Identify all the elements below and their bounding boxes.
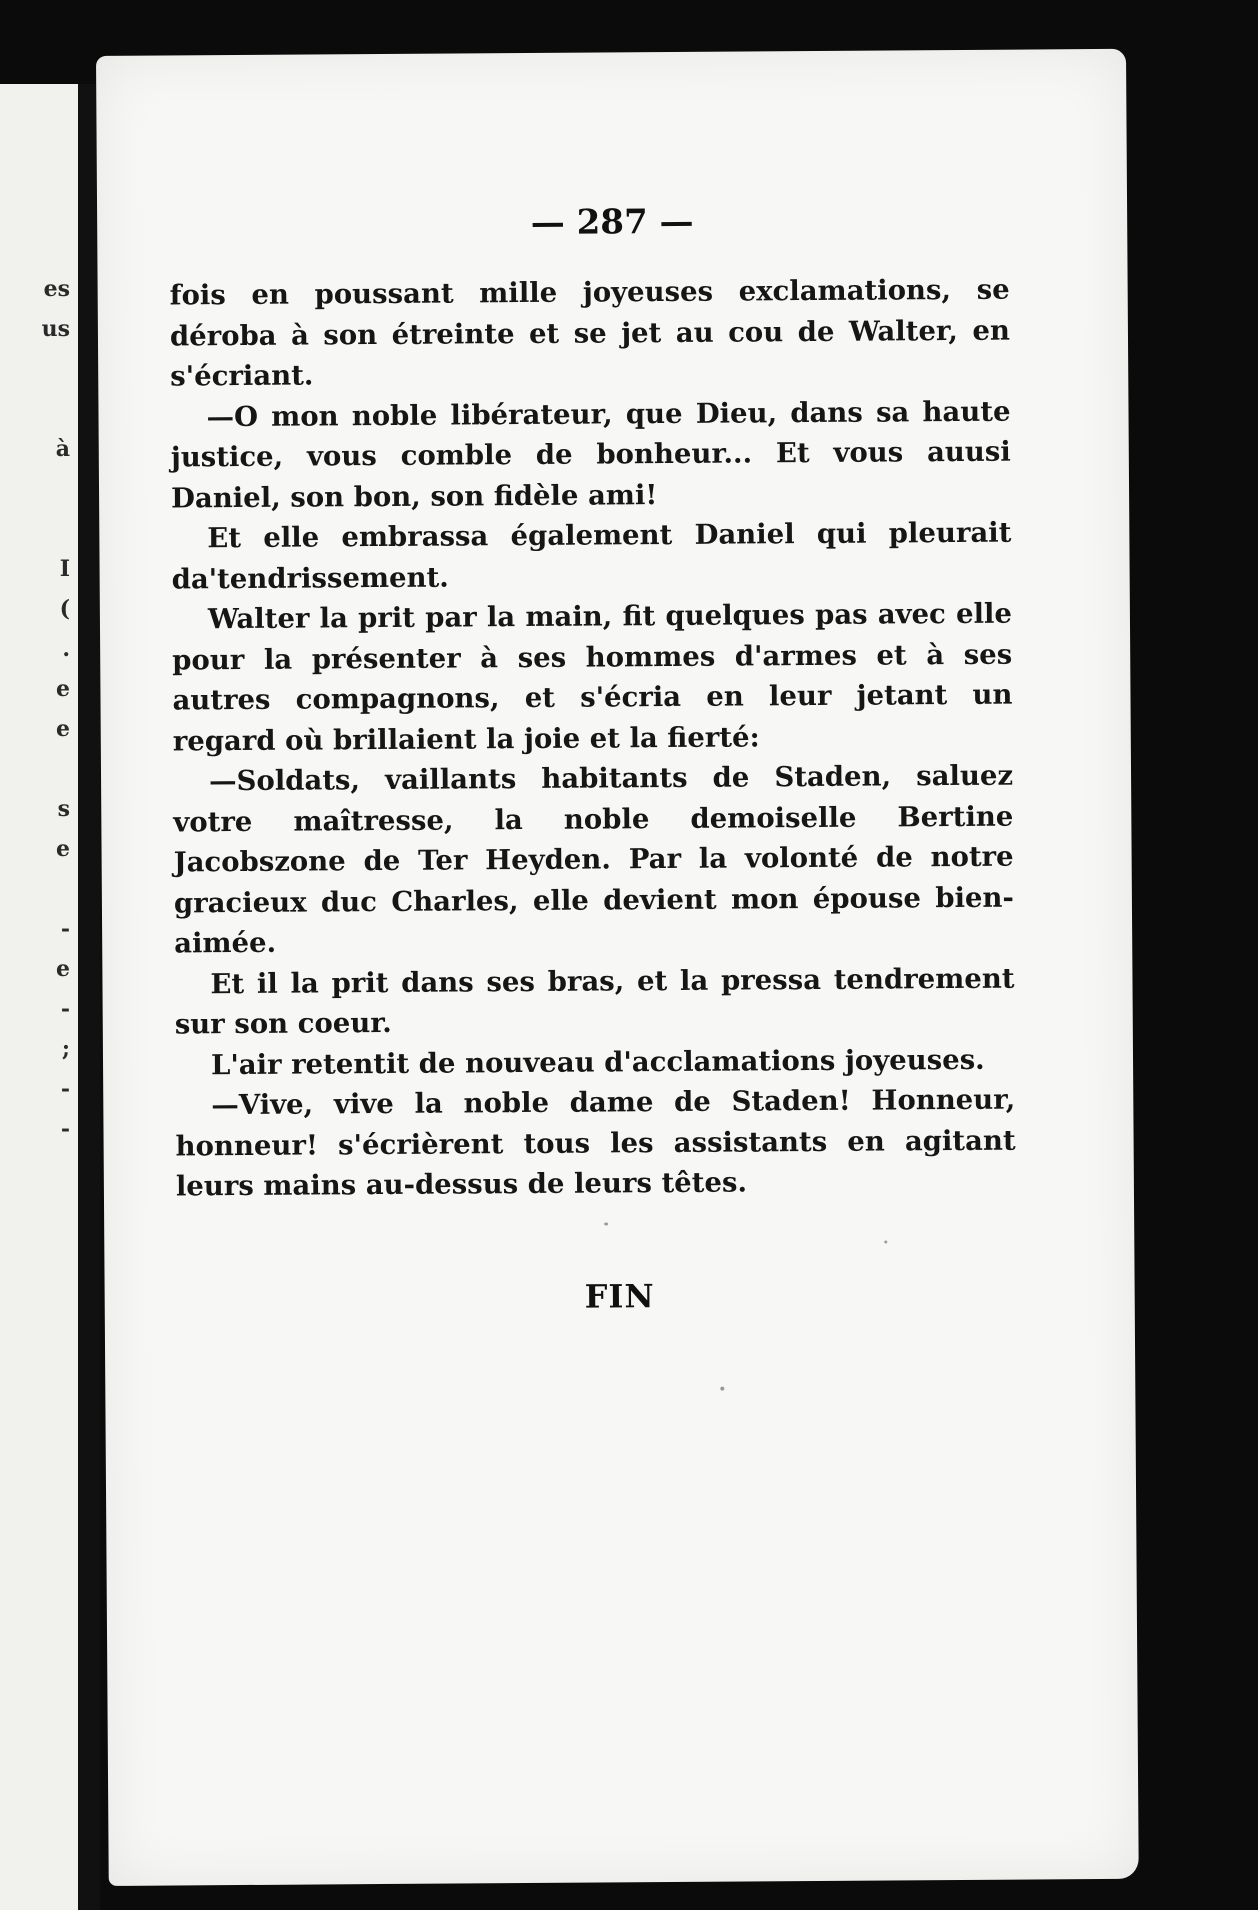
paper-speck bbox=[604, 1222, 608, 1225]
book-page bbox=[96, 49, 1139, 1886]
left-page-fragment: e bbox=[56, 956, 70, 982]
end-marker: FIN bbox=[584, 1277, 655, 1316]
left-page-fragment: . bbox=[62, 636, 70, 662]
paragraph: —Soldats, vaillants habitants de Staden, saluez votre maîtresse, la noble demoiselle Bertine Jacobszone de Ter Heyden. Par la volonté de notre gracieux duc Charles, elle devient mon épouse bien-aimée. bbox=[173, 759, 1015, 960]
left-page-fragment: ( bbox=[59, 596, 70, 622]
paper-speck bbox=[720, 1387, 724, 1391]
paragraph: —Vive, vive la noble dame de Staden! Honneur, honneur! s'écrièrent tous les assistants en agitant leurs mains au-dessus de leurs têtes. bbox=[175, 1083, 1016, 1203]
left-page-fragment: e bbox=[56, 836, 70, 862]
left-page-fragment: - bbox=[60, 996, 70, 1022]
paragraph: L'air retentit de nouveau d'acclamations joyeuses. bbox=[210, 1043, 985, 1081]
left-page-fragment: us bbox=[41, 316, 70, 342]
page-number: — 287 — bbox=[530, 201, 694, 243]
paragraph: fois en poussant mille joyeuses exclamations, se déroba à son étreinte et se jet au cou de Walter, en s'écriant. bbox=[169, 273, 1011, 393]
paper-speck bbox=[884, 1241, 887, 1244]
left-page-fragment: e bbox=[56, 676, 70, 702]
book-gutter bbox=[78, 84, 100, 1910]
left-page-fragment: s bbox=[57, 796, 70, 822]
left-page-fragment: à bbox=[55, 436, 70, 462]
paragraph: Et elle embrassa également Daniel qui pleurait da'tendrissement. bbox=[171, 516, 1012, 595]
paragraph: Et il la prit dans ses bras, et la pressa tendrement sur son coeur. bbox=[174, 962, 1015, 1041]
left-page-fragment: e bbox=[56, 716, 70, 742]
left-page-fragment: - bbox=[60, 1116, 70, 1142]
left-page-fragment: I bbox=[59, 556, 70, 582]
left-page-fragment: ; bbox=[61, 1036, 70, 1062]
page-body-text bbox=[170, 270, 1016, 1207]
left-page-fragment: - bbox=[60, 1076, 70, 1102]
paragraph: Walter la prit par la main, fit quelques pas avec elle pour la présenter à ses hommes d'armes et à ses autres compagnons, et s'écria en leur jetant un regard où brillaient la joie et la fierté: bbox=[172, 597, 1013, 757]
left-page-fragment: es bbox=[43, 276, 70, 302]
paragraph: —O mon noble libérateur, que Dieu, dans sa haute justice, vous comble de bonheur... Et vous auusi Daniel, son bon, son fidèle ami! bbox=[170, 395, 1011, 514]
left-facing-page bbox=[0, 84, 78, 1910]
left-page-fragment: - bbox=[60, 916, 70, 942]
